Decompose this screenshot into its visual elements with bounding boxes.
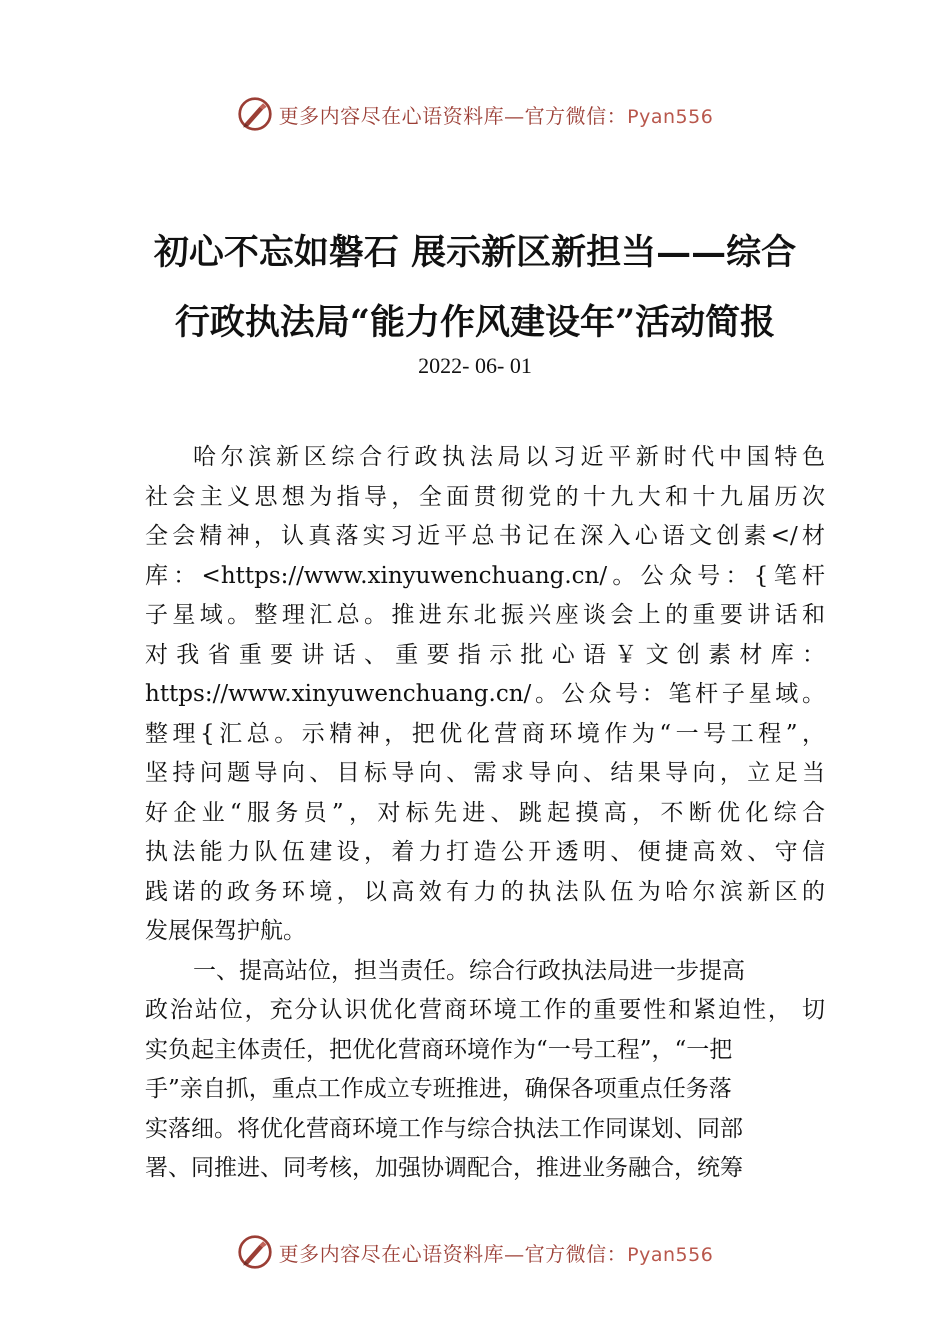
text-line: 执法能力队伍建设，着力打造公开透明、便捷高效、守信 xyxy=(145,839,825,865)
text-line: 政治站位，充分认识优化营商环境工作的重要性和紧迫性， 切 xyxy=(145,997,825,1023)
text-line: 对我省重要讲话、重要指示批心语￥文创素材库： xyxy=(145,641,825,668)
footer-banner xyxy=(0,1230,950,1274)
text-line: 社会主义思想为指导，全面贯彻党的十九大和十九届历次 xyxy=(145,483,825,510)
text-line: 一、提高站位，担当责任。综合行政执法局进一步提高 xyxy=(193,957,745,984)
document-title xyxy=(0,218,950,358)
text-line: 全会精神，认真落实习近平总书记在深入心语文创素</材 xyxy=(145,523,825,549)
text-line: 哈尔滨新区综合行政执法局以习近平新时代中国特色 xyxy=(193,444,825,470)
text-line: 库：<https://www.xinyuwenchuang.cn/。公众号：{笔杆 xyxy=(145,562,825,589)
title-line-1: 初心不忘如磐石 展示新区新担当——综合 xyxy=(153,232,797,273)
wechat-id: Pyan556 xyxy=(627,105,714,128)
title-line-2: 行政执法局“能力作风建设年”活动简报 xyxy=(174,302,776,343)
banner-text: 更多内容尽在心语资料库—官方微信：Pyan556 xyxy=(278,1241,714,1266)
text-line: 署、同推进、同考核，加强协调配合，推进业务融合，统筹 xyxy=(145,1155,743,1181)
text-line: 坚持问题导向、目标导向、需求导向、结果导向，立足当 xyxy=(145,760,825,786)
text-line: 践诺的政务环境，以高效有力的执法队伍为哈尔滨新区的 xyxy=(145,878,825,905)
text-line: 实负起主体责任，把优化营商环境作为“一号工程”，“一把 xyxy=(145,1036,733,1063)
pen-logo-icon xyxy=(237,96,273,132)
article-body xyxy=(145,438,825,1189)
text-line: 子星域。整理汇总。推进东北振兴座谈会上的重要讲话和 xyxy=(145,602,825,628)
text-line: https://www.xinyuwenchuang.cn/。公众号：笔杆子星域。 xyxy=(145,681,825,707)
paragraph-2 xyxy=(145,952,825,1189)
publish-date: 2022- 06- 01 xyxy=(418,353,532,378)
header-banner xyxy=(0,92,950,136)
text-line: 实落细。将优化营商环境工作与综合执法工作同谋划、同部 xyxy=(145,1115,743,1142)
wechat-id: Pyan556 xyxy=(627,1243,714,1266)
paragraph-1 xyxy=(145,438,825,952)
banner-text: 更多内容尽在心语资料库—官方微信：Pyan556 xyxy=(278,103,714,128)
text-line: 好企业“服务员”，对标先进、跳起摸高，不断优化综合 xyxy=(145,799,825,826)
pen-logo-icon xyxy=(237,1234,273,1270)
text-line: 整理{汇总。示精神，把优化营商环境作为“一号工程”， xyxy=(145,720,825,747)
text-line: 手”亲自抓，重点工作成立专班推进，确保各项重点任务落 xyxy=(145,1076,732,1102)
text-line: 发展保驾护航。 xyxy=(145,918,306,944)
